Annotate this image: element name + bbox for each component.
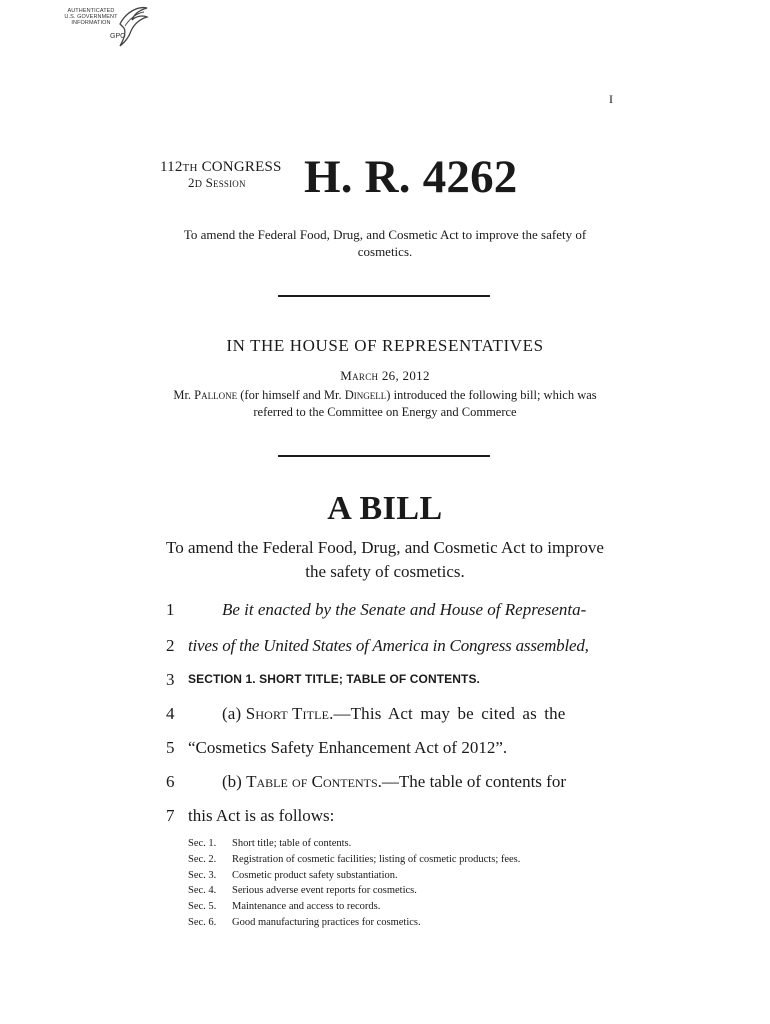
toc-entry	[188, 852, 520, 868]
subsection-label: Short Title	[245, 704, 330, 723]
logo-line-2: U.S. GOVERNMENT	[64, 14, 118, 20]
introduction-text	[160, 387, 610, 421]
toc-section-number: Sec. 5.	[188, 901, 217, 913]
logo-gpo-text: GPO	[110, 33, 126, 40]
short-purpose: To amend the Federal Food, Drug, and Cosmetic Act to improve the safety of cosmetics.	[183, 227, 587, 259]
eagle-icon	[116, 4, 150, 48]
toc-entry	[188, 883, 520, 899]
sponsor-prefix: Mr.	[173, 388, 195, 402]
table-of-contents-line	[222, 772, 612, 792]
line-number: 4	[166, 704, 175, 723]
bill-number: H. R. 4262	[304, 151, 518, 203]
congress-suffix: TH	[182, 162, 198, 174]
subsection-text: .—The table of contents for	[377, 772, 566, 791]
line-number: 5	[166, 738, 175, 757]
toc-entry	[188, 868, 520, 884]
enacting-clause-line-1: Be it enacted by the Senate and House of Representa-	[222, 600, 587, 619]
subsection-prefix: (b)	[222, 772, 247, 791]
session-label	[188, 175, 246, 191]
toc-section-title: Maintenance and access to records.	[232, 901, 381, 913]
toc-entry	[188, 915, 520, 931]
session-word: Session	[202, 175, 246, 190]
sponsor-mid-text: (for himself and Mr.	[237, 388, 345, 402]
subsection-text: .—This Act may be cited as the	[329, 704, 566, 723]
line-number: 6	[166, 772, 175, 791]
toc-section-number: Sec. 1.	[188, 838, 217, 849]
toc-section-number: Sec. 3.	[188, 869, 217, 881]
line-number: 3	[166, 670, 175, 689]
toc-section-number: Sec. 6.	[188, 916, 217, 928]
bill-purpose: To amend the Federal Food, Drug, and Cosmetic Act to improve the safety of cosmetics.	[166, 538, 604, 581]
logo-line-1: AUTHENTICATED	[67, 8, 115, 14]
toc-section-number: Sec. 2.	[188, 853, 217, 865]
cosponsor-name: Dingell	[344, 388, 387, 402]
table-of-contents	[188, 836, 520, 931]
enacting-clause-line-2: tives of the United States of America in Congress assembled,	[188, 636, 589, 655]
line-number: 2	[166, 636, 175, 655]
logo-line-3: INFORMATION	[71, 20, 111, 26]
toc-section-title: Serious adverse event reports for cosmetics.	[232, 885, 417, 897]
toc-section-title: Good manufacturing practices for cosmetics.	[232, 916, 421, 928]
line-number: 1	[166, 600, 175, 619]
toc-section-title: Registration of cosmetic facilities; listing of cosmetic products; fees.	[232, 853, 521, 865]
short-title-line	[222, 704, 612, 724]
section-heading: SECTION 1. SHORT TITLE; TABLE OF CONTENTS.	[188, 672, 480, 686]
toc-intro-line: this Act is as follows:	[188, 806, 335, 825]
divider-rule	[278, 295, 490, 297]
gpo-authentication-logo	[60, 4, 150, 48]
divider-rule	[278, 455, 490, 457]
congress-word: CONGRESS	[197, 159, 282, 175]
introduction-date: March 26, 2012	[340, 368, 430, 383]
session-suffix: D	[194, 179, 203, 190]
page-number: I	[609, 92, 613, 106]
house-heading: IN THE HOUSE OF REPRESENTATIVES	[226, 336, 544, 355]
line-number: 7	[166, 806, 175, 825]
subsection-prefix: (a)	[222, 704, 246, 723]
toc-section-title: Short title; table of contents.	[232, 838, 352, 849]
referral-text: ) introduced the following bill; which was referred to the Committee on Energy and Commerce	[253, 388, 597, 419]
toc-entry	[188, 836, 520, 852]
congress-number: 112	[160, 159, 183, 175]
toc-section-title: Cosmetic product safety substantiation.	[232, 869, 398, 881]
toc-section-number: Sec. 4.	[188, 885, 217, 897]
act-name-line: “Cosmetics Safety Enhancement Act of 2012”.	[188, 738, 508, 757]
session-number: 2	[188, 175, 195, 190]
toc-entry	[188, 899, 520, 915]
subsection-label: Table of Contents	[246, 772, 378, 791]
bill-title: A BILL	[327, 490, 443, 527]
sponsor-name: Pallone	[194, 388, 238, 402]
